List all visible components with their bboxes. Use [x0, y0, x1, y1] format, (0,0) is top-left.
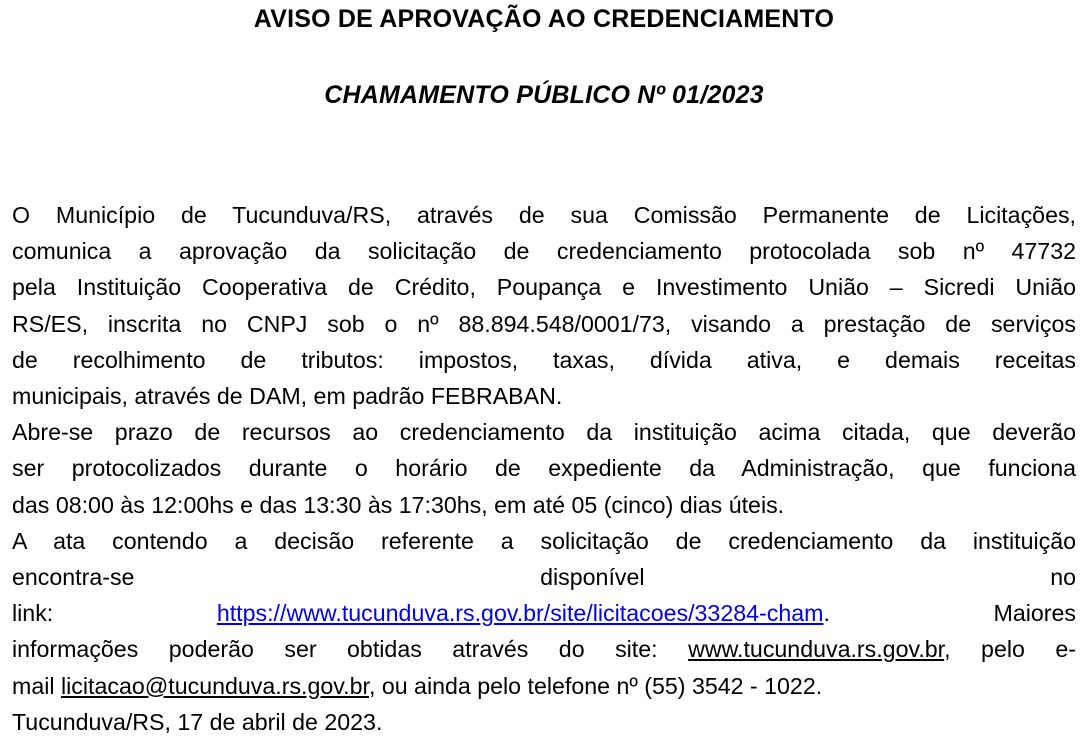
email-link[interactable]: licitacao@tucunduva.rs.gov.br: [60, 672, 369, 699]
paragraph-approval: [12, 197, 1076, 414]
text-line: Abre-se prazo de recursos ao credenciamento da instituição acima citada, que deverão: [12, 419, 1076, 446]
paragraph-minutes: [12, 523, 1076, 704]
text-word: no: [1050, 564, 1076, 591]
text-word: mail: [12, 672, 55, 699]
text-line: [12, 595, 1076, 631]
document-subtitle: CHAMAMENTO PÚBLICO Nº 01/2023: [324, 81, 764, 109]
text-line: RS/ES, inscrita no CNPJ sob o nº 88.894.548/0001/73, visando a prestação de serviços: [12, 310, 1076, 337]
text-line: comunica a aprovação da solicitação de credenciamento protocolada sob nº 47732: [12, 238, 1076, 265]
text-word: encontra-se: [12, 564, 135, 591]
text-line: O Município de Tucunduva/RS, através de sua Comissão Permanente de Licitações,: [12, 202, 1076, 228]
closing-line: [12, 704, 1076, 740]
document-body: [12, 197, 1076, 740]
text-word: disponível: [540, 564, 645, 591]
paragraph-appeal-period: [12, 414, 1076, 523]
text-segment: , pelo e-: [944, 636, 1076, 663]
text-line: municipais, através de DAM, em padrão FEBRABAN.: [12, 383, 563, 410]
text-line: ser protocolizados durante o horário de expediente da Administração, que funciona: [12, 455, 1076, 482]
document: [12, 0, 1076, 740]
text-word: Maiores: [993, 600, 1076, 627]
text-line: A ata contendo a decisão referente a solicitação de credenciamento da instituição: [12, 527, 1076, 554]
text-line: [12, 668, 1076, 704]
text-segment: , ou ainda pelo telefone nº (55) 3542 - 1022.: [368, 672, 823, 699]
text-line: das 08:00 às 12:00hs e das 13:30 às 17:30hs, em até 05 (cinco) dias úteis.: [12, 491, 785, 518]
text-line: [12, 631, 1076, 667]
text-line: [12, 559, 1076, 595]
text-line: de recolhimento de tributos: impostos, taxas, dívida ativa, e demais receitas: [12, 346, 1076, 373]
text-line: Tucunduva/RS, 17 de abril de 2023.: [12, 708, 383, 735]
text-line: pela Instituição Cooperativa de Crédito, Poupança e Investimento União – Sicredi União: [12, 274, 1076, 301]
link-label: link:: [12, 600, 54, 627]
document-title: AVISO DE APROVAÇÃO AO CREDENCIAMENTO: [253, 5, 835, 33]
minutes-link[interactable]: https://www.tucunduva.rs.gov.br/site/licitacoes/33284-cham: [216, 600, 824, 627]
site-link[interactable]: www.tucunduva.rs.gov.br: [688, 636, 945, 663]
text-segment: informações poderão ser obtidas através do site:: [12, 636, 658, 663]
text-punctuation: .: [823, 600, 830, 627]
